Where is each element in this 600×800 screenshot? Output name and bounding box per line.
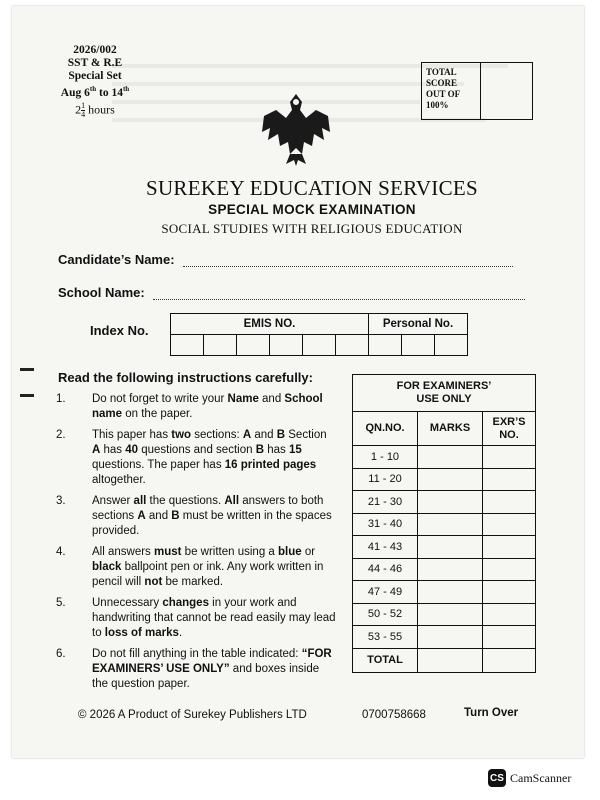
candidate-name-field[interactable] [183, 254, 513, 267]
table-row: 50 - 52 [353, 603, 536, 626]
index-digit-box[interactable] [171, 335, 204, 356]
exr-cell[interactable] [483, 491, 536, 514]
index-digit-box[interactable] [336, 335, 369, 356]
exr-cell[interactable] [483, 558, 536, 581]
marks-cell[interactable] [418, 468, 483, 491]
marks-cell[interactable] [418, 513, 483, 536]
marks-cell[interactable] [418, 446, 483, 469]
index-digit-box[interactable] [237, 335, 270, 356]
school-name-label: School Name: [58, 285, 145, 300]
exam-subject: SOCIAL STUDIES WITH RELIGIOUS EDUCATION [161, 221, 463, 236]
instructions-heading: Read the following instructions carefully: [58, 370, 313, 385]
index-digit-box[interactable] [204, 335, 237, 356]
col-qn-no: QN.NO. [353, 412, 418, 446]
phone-number: 0700758668 [362, 709, 426, 721]
exam-paper [12, 6, 584, 758]
paper-dates: Aug 6th to 14th [60, 85, 130, 99]
copyright-text: © 2026 A Product of Surekey Publishers LTD [78, 709, 307, 721]
table-row: 1 - 10 [353, 446, 536, 469]
instruction-item: 2. This paper has two sections: A and B Section A has 40 questions and section B has 15 questions. The paper has 16 printed pages altogether. [56, 429, 327, 486]
exr-cell[interactable] [483, 603, 536, 626]
total-exr-cell[interactable] [483, 648, 536, 672]
camscanner-brand: CamScanner [510, 770, 572, 785]
exam-meta [60, 44, 130, 119]
index-no-label: Index No. [90, 323, 149, 338]
exr-cell[interactable] [483, 446, 536, 469]
eagle-crest-icon [256, 88, 336, 173]
turn-over-text: Turn Over [464, 707, 519, 719]
index-digit-box[interactable] [369, 335, 402, 356]
total-score-label: TOTAL SCORE OUT OF 100% [422, 63, 481, 119]
table-row: 21 - 30 [353, 491, 536, 514]
total-marks-cell[interactable] [418, 648, 483, 672]
school-name-row [58, 285, 525, 300]
table-row: 41 - 43 [353, 536, 536, 559]
marks-cell[interactable] [418, 558, 483, 581]
camscanner-logo-icon: CS [488, 769, 506, 787]
exr-cell[interactable] [483, 536, 536, 559]
punch-mark [20, 394, 34, 400]
total-score-field[interactable] [481, 63, 532, 119]
table-row: 31 - 40 [353, 513, 536, 536]
col-marks: MARKS [418, 412, 483, 446]
exam-title: SPECIAL MOCK EXAMINATION [208, 202, 416, 217]
index-digit-box[interactable] [303, 335, 336, 356]
marks-cell[interactable] [418, 626, 483, 649]
school-name-field[interactable] [153, 287, 525, 300]
examiners-table [352, 374, 536, 673]
camscanner-watermark [488, 769, 571, 787]
paper-duration: 2 $\frac{1}{4}$ hours [75, 100, 115, 119]
total-score-box [421, 62, 533, 120]
index-no-grid [170, 313, 468, 356]
index-digit-box[interactable] [435, 335, 468, 356]
instruction-item: 4. All answers must be written using a blue or black ballpoint pen or ink. Any work written in pencil will not be marked. [56, 546, 324, 588]
marks-cell[interactable] [418, 603, 483, 626]
table-row: 53 - 55 [353, 626, 536, 649]
instructions-list [56, 392, 338, 698]
instruction-item: 6. Do not fill anything in the table indicated: “FOR EXAMINERS’ USE ONLY” and boxes inside the question paper. [56, 648, 332, 690]
exr-cell[interactable] [483, 581, 536, 604]
index-digit-box[interactable] [270, 335, 303, 356]
candidate-name-label: Candidate’s Name: [58, 252, 175, 267]
index-digit-box[interactable] [402, 335, 435, 356]
col-exr-no: EXR’S NO. [483, 412, 536, 446]
paper-subject-code: SST & R.E [67, 57, 123, 69]
paper-code: 2026/002 [73, 44, 117, 56]
emis-no-label: EMIS NO. [171, 314, 369, 335]
exr-cell[interactable] [483, 513, 536, 536]
instruction-item: 1. Do not forget to write your Name and School name on the paper. [56, 393, 323, 420]
instruction-item: 5. Unnecessary changes in your work and handwriting that cannot be read easily may lead to loss of marks. [56, 597, 336, 639]
exr-cell[interactable] [483, 626, 536, 649]
marks-cell[interactable] [418, 581, 483, 604]
total-row: TOTAL [353, 648, 536, 672]
personal-no-label: Personal No. [369, 314, 468, 335]
organisation-name: SUREKEY EDUCATION SERVICES [145, 176, 479, 200]
table-row: 11 - 20 [353, 468, 536, 491]
punch-mark [20, 368, 34, 374]
instruction-item: 3. Answer all the questions. All answers to both sections A and B must be written in the spaces provided. [56, 495, 332, 537]
table-row: 44 - 46 [353, 558, 536, 581]
paper-set: Special Set [68, 70, 122, 82]
marks-cell[interactable] [418, 536, 483, 559]
table-row: 47 - 49 [353, 581, 536, 604]
examiners-caption: FOR EXAMINERS’ USE ONLY [353, 375, 536, 412]
candidate-name-row [58, 252, 513, 267]
exr-cell[interactable] [483, 468, 536, 491]
marks-cell[interactable] [418, 491, 483, 514]
